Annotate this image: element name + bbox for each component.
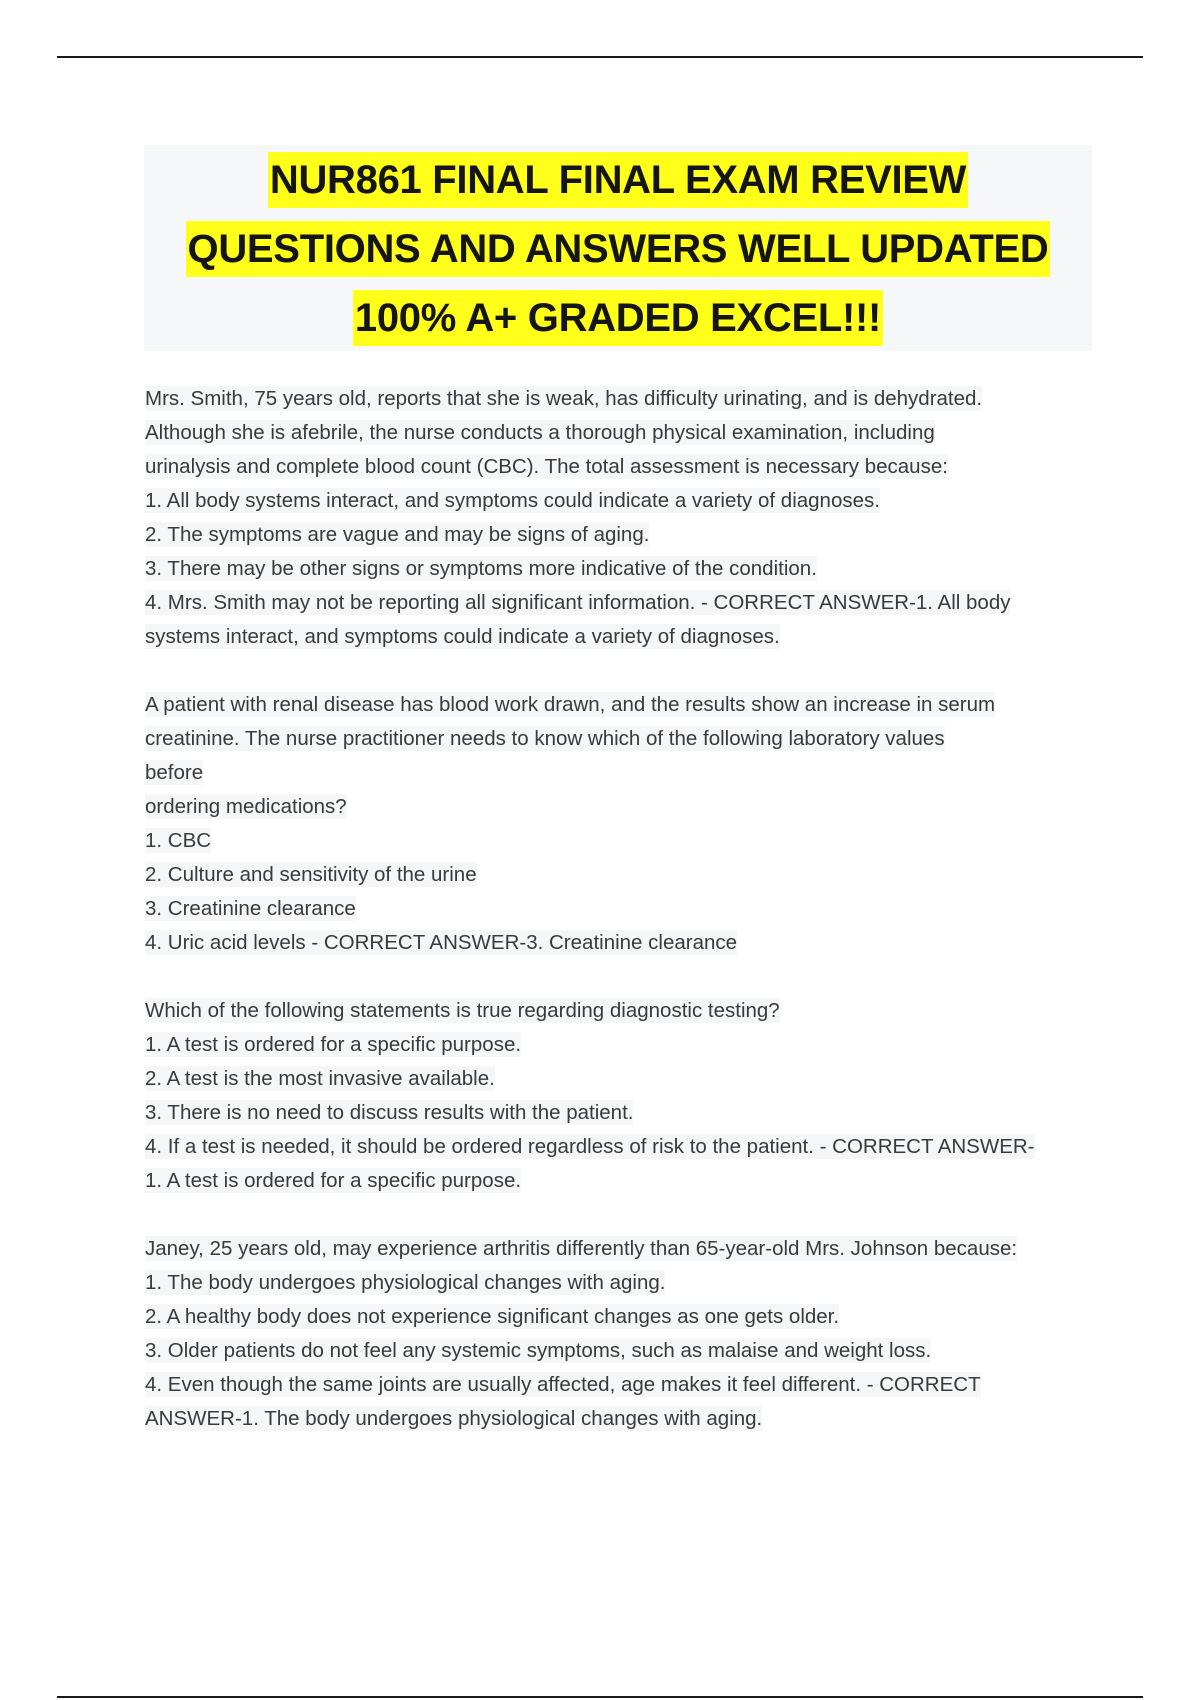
paragraph-gap (145, 654, 1105, 688)
document-body (145, 382, 1105, 1436)
text-line: creatinine. The nurse practitioner needs to know which of the following laboratory values (145, 727, 945, 750)
text-line: 2. Culture and sensitivity of the urine (145, 863, 477, 886)
text-line: 3. There is no need to discuss results with the patient. (145, 1101, 634, 1124)
text-line: 4. Uric acid levels - CORRECT ANSWER-3. Creatinine clearance (145, 931, 738, 954)
text-line: ordering medications? (145, 795, 347, 818)
document-title (144, 145, 1092, 351)
text-line: 2. A healthy body does not experience significant changes as one gets older. (145, 1305, 840, 1328)
text-line: 2. The symptoms are vague and may be signs of aging. (145, 523, 650, 546)
text-line: 3. Creatinine clearance (145, 897, 356, 920)
paragraph-gap (145, 960, 1105, 994)
bottom-rule (57, 1696, 1143, 1698)
text-line: A patient with renal disease has blood work drawn, and the results show an increase in serum (145, 693, 996, 716)
text-line: Although she is afebrile, the nurse conducts a thorough physical examination, including (145, 421, 935, 444)
text-line: before (145, 761, 204, 784)
top-rule (57, 56, 1143, 58)
question-1 (145, 382, 1105, 654)
text-line: Janey, 25 years old, may experience arthritis differently than 65-year-old Mrs. Johnson because: (145, 1237, 1018, 1260)
text-line: ANSWER-1. The body undergoes physiological changes with aging. (145, 1407, 763, 1430)
text-line: 4. If a test is needed, it should be ordered regardless of risk to the patient. - CORRECT ANSWER- (145, 1135, 1035, 1158)
text-line: 4. Even though the same joints are usually affected, age makes it feel different. - CORRECT (145, 1373, 981, 1396)
text-line: 1. CBC (145, 829, 212, 852)
paragraph-gap (145, 1198, 1105, 1232)
question-3 (145, 994, 1105, 1198)
text-line: Mrs. Smith, 75 years old, reports that she is weak, has difficulty urinating, and is dehydrated. (145, 387, 983, 410)
text-line: Which of the following statements is true regarding diagnostic testing? (145, 999, 780, 1022)
text-line: 1. A test is ordered for a specific purpose. (145, 1169, 522, 1192)
title-line-3: 100% A+ GRADED EXCEL!!! (353, 290, 883, 346)
text-line: 1. All body systems interact, and symptoms could indicate a variety of diagnoses. (145, 489, 880, 512)
text-line: 3. There may be other signs or symptoms more indicative of the condition. (145, 557, 817, 580)
text-line: 1. A test is ordered for a specific purpose. (145, 1033, 522, 1056)
text-line: urinalysis and complete blood count (CBC). The total assessment is necessary because: (145, 455, 948, 478)
text-line: 4. Mrs. Smith may not be reporting all significant information. - CORRECT ANSWER-1. All body (145, 591, 1011, 614)
title-line-2: QUESTIONS AND ANSWERS WELL UPDATED (186, 221, 1051, 277)
question-4 (145, 1232, 1105, 1436)
text-line: systems interact, and symptoms could indicate a variety of diagnoses. (145, 625, 780, 648)
text-line: 2. A test is the most invasive available. (145, 1067, 495, 1090)
text-line: 1. The body undergoes physiological changes with aging. (145, 1271, 666, 1294)
title-line-1: NUR861 FINAL FINAL EXAM REVIEW (268, 152, 968, 208)
text-line: 3. Older patients do not feel any systemic symptoms, such as malaise and weight loss. (145, 1339, 932, 1362)
question-2 (145, 688, 1105, 960)
